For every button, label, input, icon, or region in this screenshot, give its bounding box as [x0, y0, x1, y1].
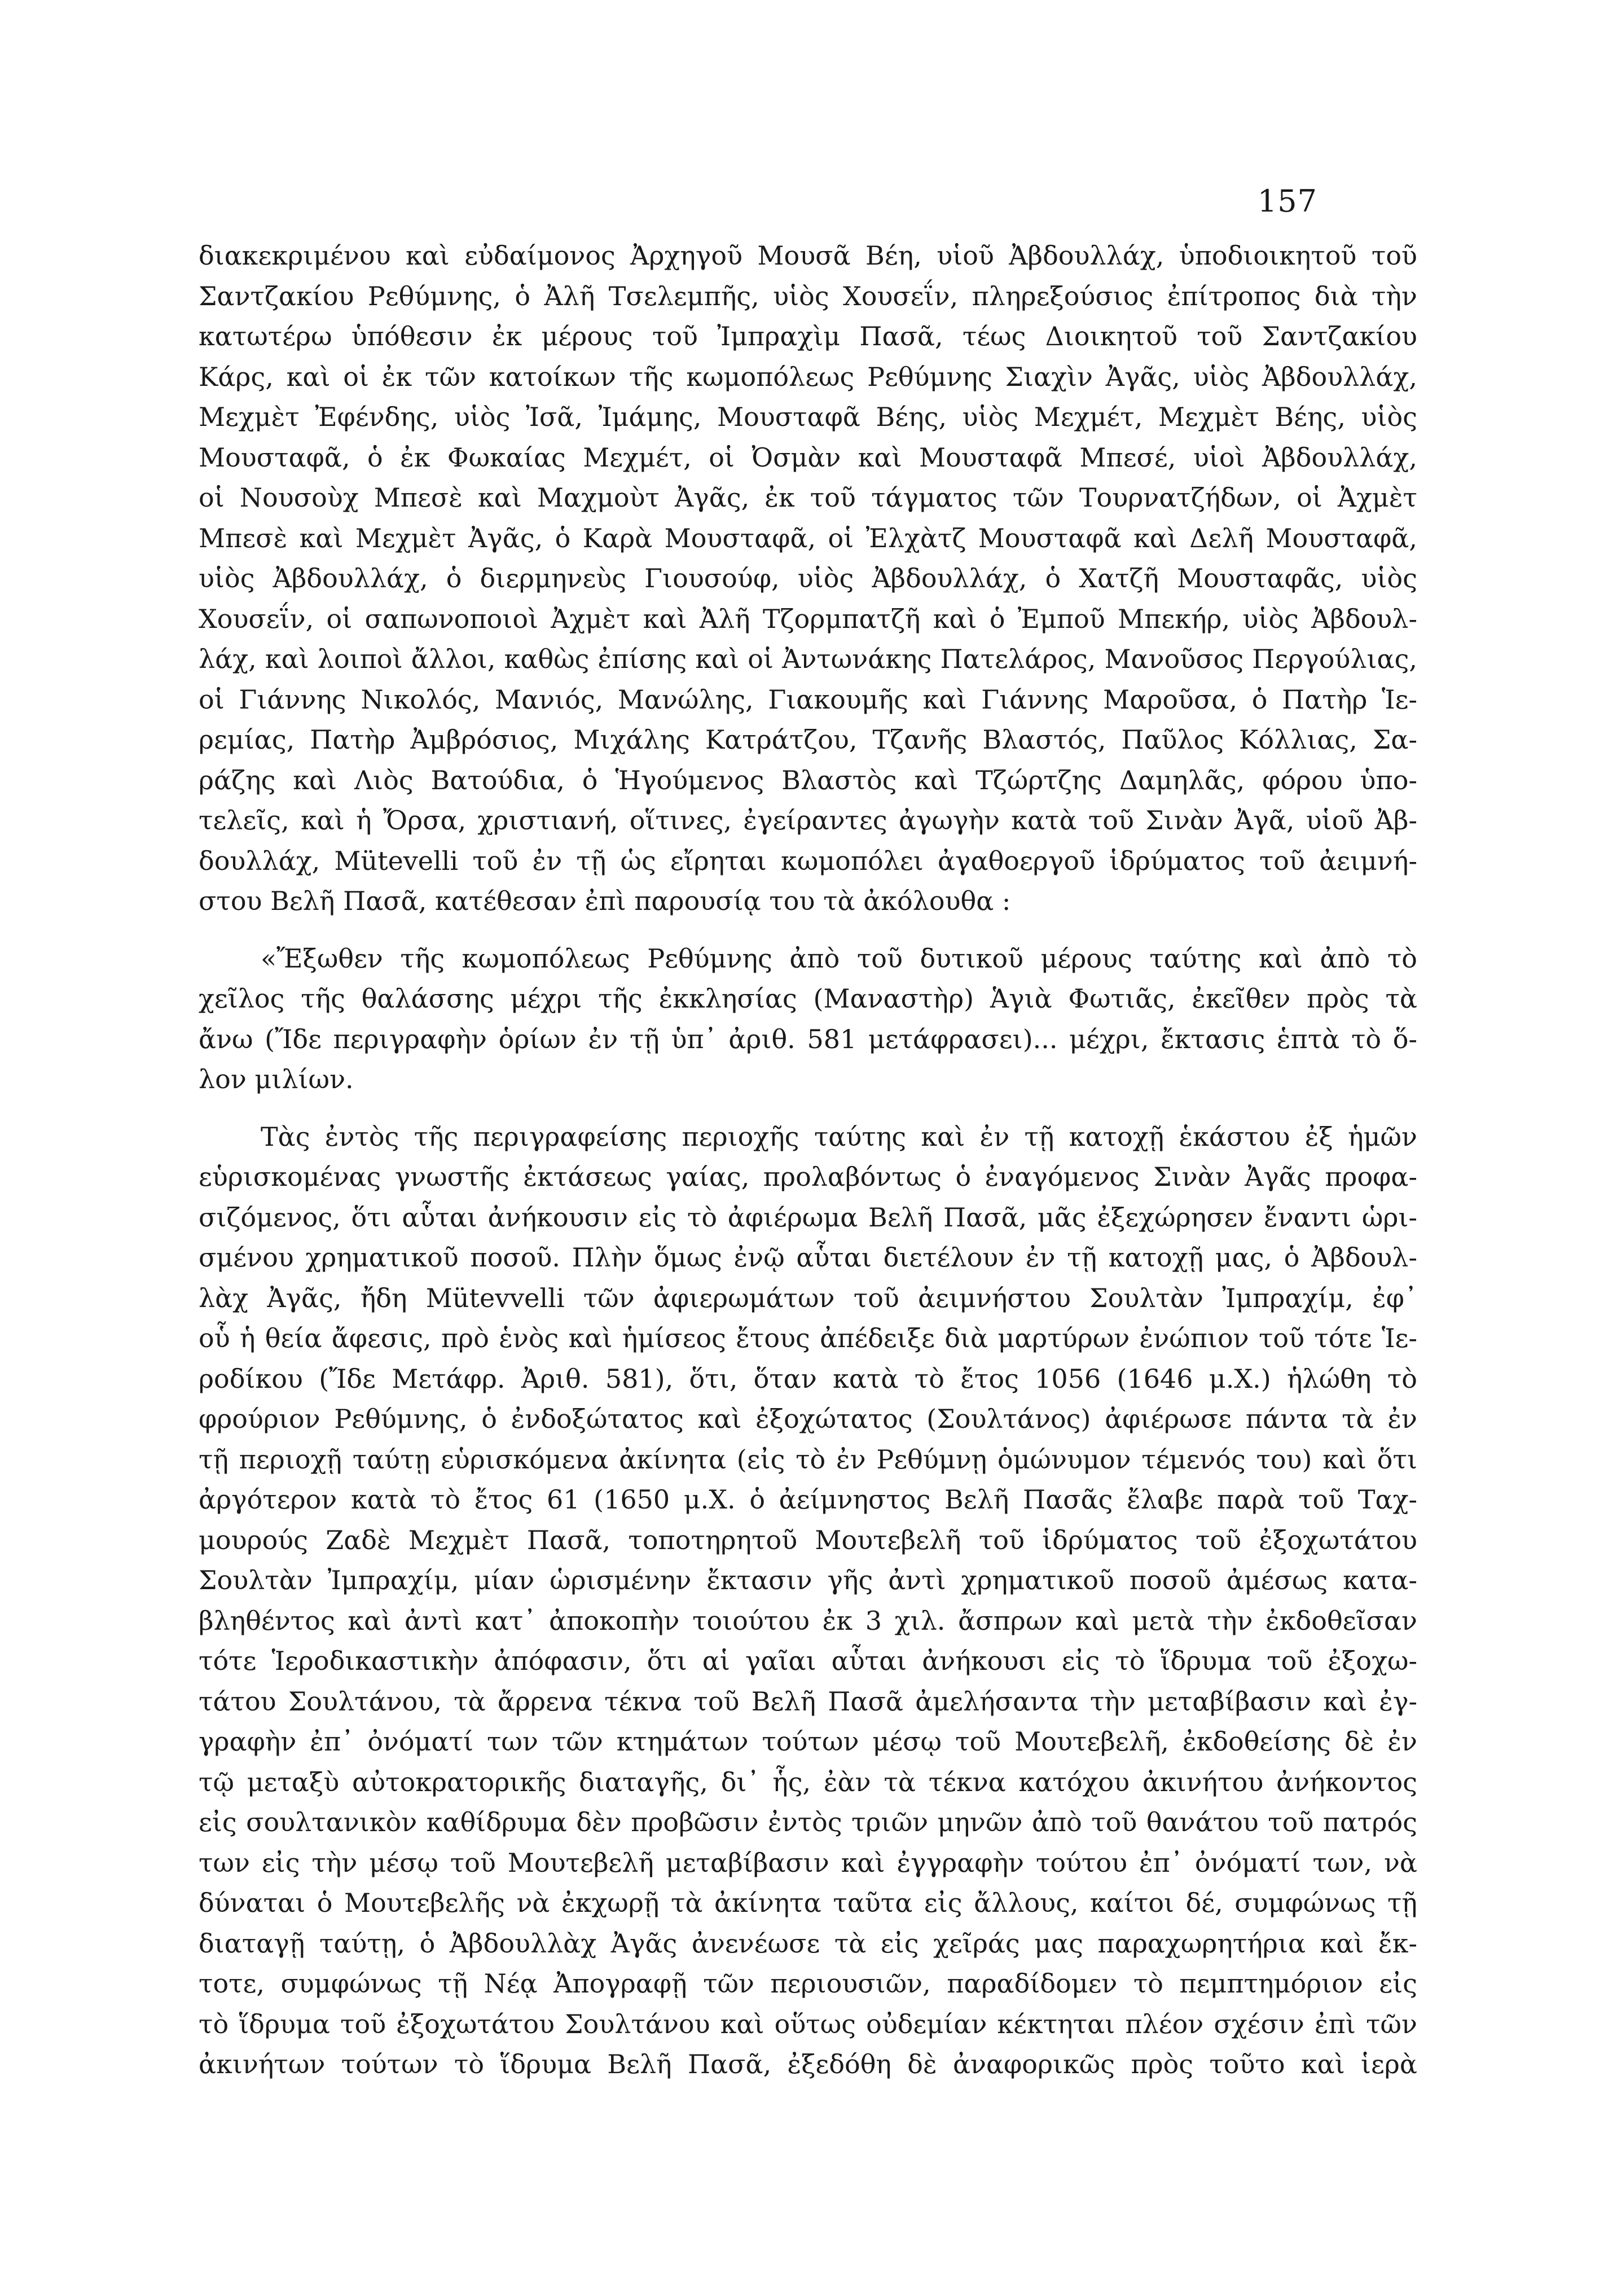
- text-line: υἱὸς Ἀβδουλλάχ, ὁ διερμηνεὺς Γιουσούφ, υἱὸς Ἀβδουλλάχ, ὁ Χατζῆ Μουσταφᾶς, υἱὸς: [199, 563, 1417, 593]
- paragraph-1: [199, 236, 1417, 922]
- paragraph-2-quote: [199, 939, 1417, 1100]
- text-line: χεῖλος τῆς θαλάσσης μέχρι τῆς ἐκκλησίας (Μαναστὴρ) Ἁγιὰ Φωτιᾶς, ἐκεῖθεν πρὸς τὰ: [199, 983, 1417, 1014]
- text-line: Τὰς ἐντὸς τῆς περιγραφείσης περιοχῆς ταύτης καὶ ἐν τῇ κατοχῇ ἑκάστου ἐξ ἡμῶν: [261, 1121, 1417, 1152]
- text-line: τελεῖς, καὶ ἡ Ὄρσα, χριστιανή, οἵτινες, ἐγείραντες ἀγωγὴν κατὰ τοῦ Σινὰν Ἀγᾶ, υἱοῦ Ἀβ-: [199, 805, 1417, 835]
- text-line: Σαντζακίου Ρεθύμνης, ὁ Ἀλῆ Τσελεμπῆς, υἱὸς Χουσεΐν, πληρεξούσιος ἐπίτροπος διὰ τὴν: [199, 280, 1417, 311]
- page-number: 157: [1257, 183, 1317, 219]
- text-line: των εἰς τὴν μέσῳ τοῦ Μουτεβελῆ μεταβίβασιν καὶ ἐγγραφὴν τούτου ἐπ᾽ ὀνόματί των, νὰ: [199, 1847, 1417, 1878]
- text-line: ἀργότερον κατὰ τὸ ἔτος 61 (1650 μ.Χ. ὁ ἀείμνηστος Βελῆ Πασᾶς ἔλαβε παρὰ τοῦ Ταχ-: [199, 1484, 1417, 1515]
- text-line: εἰς σουλτανικὸν καθίδρυμα δὲν προβῶσιν ἐντὸς τριῶν μηνῶν ἀπὸ τοῦ θανάτου τοῦ πατρός: [199, 1807, 1417, 1837]
- text-line: Μεχμὲτ Ἐφένδης, υἱὸς Ἰσᾶ, Ἰμάμης, Μουσταφᾶ Βέης, υἱὸς Μεχμέτ, Μεχμὲτ Βέης, υἱὸς: [199, 402, 1417, 432]
- text-line: οἱ Γιάννης Νικολός, Μανιός, Μανώλης, Γιακουμῆς καὶ Γιάννης Μαροῦσα, ὁ Πατὴρ Ἱε-: [199, 684, 1417, 715]
- text-line: λάχ, καὶ λοιποὶ ἄλλοι, καθὼς ἐπίσης καὶ οἱ Ἀντωνάκης Πατελάρος, Μανοῦσος Περγούλιας,: [199, 644, 1417, 674]
- text-line: κατωτέρω ὑπόθεσιν ἐκ μέρους τοῦ Ἰμπραχὶμ Πασᾶ, τέως Διοικητοῦ τοῦ Σαντζακίου: [199, 321, 1417, 351]
- text-line: εὑρισκομένας γνωστῆς ἐκτάσεως γαίας, προλαβόντως ὁ ἐναγόμενος Σινὰν Ἀγᾶς προφα-: [199, 1162, 1417, 1192]
- text-line: Κάρς, καὶ οἱ ἐκ τῶν κατοίκων τῆς κωμοπόλεως Ρεθύμνης Σιαχὶν Ἀγᾶς, υἱὸς Ἀβδουλλάχ,: [199, 361, 1417, 392]
- text-line: λον μιλίων.: [199, 1064, 354, 1094]
- text-line: τῷ μεταξὺ αὐτοκρατορικῆς διαταγῆς, δι᾽ ἧς, ἐὰν τὰ τέκνα κατόχου ἀκινήτου ἀνήκοντος: [199, 1766, 1417, 1797]
- text-line: τοτε, συμφώνως τῇ Νέᾳ Ἀπογραφῇ τῶν περιουσιῶν, παραδίδομεν τὸ πεμπτημόριον εἰς: [199, 1968, 1417, 1999]
- text-line: δουλλάχ, Mütevelli τοῦ ἐν τῇ ὡς εἴρηται κωμοπόλει ἀγαθοεργοῦ ἱδρύματος τοῦ ἀειμνή-: [199, 845, 1417, 876]
- text-line: Μπεσὲ καὶ Μεχμὲτ Ἀγᾶς, ὁ Καρὰ Μουσταφᾶ, οἱ Ἐλχὰτζ Μουσταφᾶ καὶ Δελῆ Μουσταφᾶ,: [199, 522, 1417, 553]
- text-line: τὸ ἵδρυμα τοῦ ἐξοχωτάτου Σουλτάνου καὶ οὕτως οὐδεμίαν κέκτηται πλέον σχέσιν ἐπὶ τῶν: [199, 2008, 1417, 2039]
- text-line: φρούριον Ρεθύμνης, ὁ ἐνδοξώτατος καὶ ἐξοχώτατος (Σουλτάνος) ἀφιέρωσε πάντα τὰ ἐν: [199, 1404, 1417, 1434]
- paragraph-3: [199, 1117, 1417, 2085]
- text-line: οὗ ἡ θεία ἄφεσις, πρὸ ἑνὸς καὶ ἡμίσεος ἔτους ἀπέδειξε διὰ μαρτύρων ἐνώπιον τοῦ τότε Ἱε-: [199, 1323, 1417, 1353]
- text-line: διαταγῇ ταύτῃ, ὁ Ἀβδουλλὰχ Ἀγᾶς ἀνενέωσε τὰ εἰς χεῖράς μας παραχωρητήρια καὶ ἔκ-: [199, 1928, 1417, 1959]
- body-text: [199, 236, 1417, 2085]
- text-line: ροδίκου (Ἴδε Μετάφρ. Ἀριθ. 581), ὅτι, ὅταν κατὰ τὸ ἔτος 1056 (1646 μ.Χ.) ἡλώθη τὸ: [199, 1363, 1417, 1394]
- text-line: τῇ περιοχῇ ταύτῃ εὑρισκόμενα ἀκίνητα (εἰς τὸ ἐν Ρεθύμνῃ ὁμώνυμον τέμενός του) καὶ ὅτι: [199, 1444, 1417, 1475]
- text-line: «Ἔξωθεν τῆς κωμοπόλεως Ρεθύμνης ἀπὸ τοῦ δυτικοῦ μέρους ταύτης καὶ ἀπὸ τὸ: [261, 943, 1417, 974]
- text-line: σιζόμενος, ὅτι αὗται ἀνήκουσιν εἰς τὸ ἀφιέρωμα Βελῆ Πασᾶ, μᾶς ἐξεχώρησεν ἔναντι ὡρι-: [199, 1202, 1417, 1233]
- text-line: μουρούς Ζαδὲ Μεχμὲτ Πασᾶ, τοποτηρητοῦ Μουτεβελῆ τοῦ ἱδρύματος τοῦ ἐξοχωτάτου: [199, 1524, 1417, 1555]
- text-line: ἀκινήτων τούτων τὸ ἵδρυμα Βελῆ Πασᾶ, ἐξεδόθη δὲ ἀναφορικῶς πρὸς τοῦτο καὶ ἱερὰ: [199, 2049, 1417, 2079]
- text-line: λὰχ Ἀγᾶς, ἤδη Mütevvelli τῶν ἀφιερωμάτων τοῦ ἀειμνήστου Σουλτὰν Ἰμπραχίμ, ἐφ᾽: [199, 1282, 1417, 1313]
- text-line: Μουσταφᾶ, ὁ ἐκ Φωκαίας Μεχμέτ, οἱ Ὀσμὰν καὶ Μουσταφᾶ Μπεσέ, υἱοὶ Ἀβδουλλάχ,: [199, 442, 1417, 473]
- text-line: ράζης καὶ Λιὸς Βατούδια, ὁ Ἡγούμενος Βλαστὸς καὶ Τζώρτζης Δαμηλᾶς, φόρου ὑπο-: [199, 764, 1417, 795]
- text-line: ρεμίας, Πατὴρ Ἀμβρόσιος, Μιχάλης Κατράτζου, Τζανῆς Βλαστός, Παῦλος Κόλλιας, Σα-: [199, 724, 1417, 755]
- text-line: γραφὴν ἐπ᾽ ὀνόματί των τῶν κτημάτων τούτων μέσῳ τοῦ Μουτεβελῆ, ἐκδοθείσης δὲ ἐν: [199, 1726, 1417, 1757]
- text-line: οἱ Νουσοὺχ Μπεσὲ καὶ Μαχμοὺτ Ἀγᾶς, ἐκ τοῦ τάγματος τῶν Τουρνατζήδων, οἱ Ἀχμὲτ: [199, 482, 1417, 513]
- text-line: Σουλτὰν Ἰμπραχίμ, μίαν ὡρισμένην ἔκτασιν γῆς ἀντὶ χρηματικοῦ ποσοῦ ἀμέσως κατα-: [199, 1565, 1417, 1595]
- text-line: ἄνω (Ἴδε περιγραφὴν ὁρίων ἐν τῇ ὑπ᾽ ἀριθ. 581 μετάφρασει)... μέχρι, ἔκτασις ἑπτὰ τὸ ὅ-: [199, 1023, 1417, 1054]
- text-line: τότε Ἱεροδικαστικὴν ἀπόφασιν, ὅτι αἱ γαῖαι αὗται ἀνήκουσι εἰς τὸ ἵδρυμα τοῦ ἐξοχω-: [199, 1646, 1417, 1676]
- text-line: στου Βελῆ Πασᾶ, κατέθεσαν ἐπὶ παρουσίᾳ του τὰ ἀκόλουθα :: [199, 886, 1011, 916]
- text-line: τάτου Σουλτάνου, τὰ ἄρρενα τέκνα τοῦ Βελῆ Πασᾶ ἀμελήσαντα τὴν μεταβίβασιν καὶ ἐγ-: [199, 1686, 1417, 1717]
- text-line: βληθέντος καὶ ἀντὶ κατ᾽ ἀποκοπὴν τοιούτου ἐκ 3 χιλ. ἄσπρων καὶ μετὰ τὴν ἐκδοθεῖσαν: [199, 1605, 1417, 1636]
- text-line: δύναται ὁ Μουτεβελῆς νὰ ἐκχωρῇ τὰ ἀκίνητα ταῦτα εἰς ἄλλους, καίτοι δέ, συμφώνως τῇ: [199, 1888, 1417, 1918]
- text-line: σμένου χρηματικοῦ ποσοῦ. Πλὴν ὅμως ἐνῷ αὗται διετέλουν ἐν τῇ κατοχῇ μας, ὁ Ἀβδουλ-: [199, 1242, 1417, 1273]
- text-line: διακεκριμένου καὶ εὐδαίμονος Ἀρχηγοῦ Μουσᾶ Βέη, υἱοῦ Ἀβδουλλάχ, ὑποδιοικητοῦ τοῦ: [199, 240, 1417, 271]
- text-line: Χουσεΐν, οἱ σαπωνοποιοὶ Ἀχμὲτ καὶ Ἀλῆ Τζορμπατζῆ καὶ ὁ Ἐμποῦ Μπεκήρ, υἱὸς Ἀβδουλ-: [199, 603, 1417, 634]
